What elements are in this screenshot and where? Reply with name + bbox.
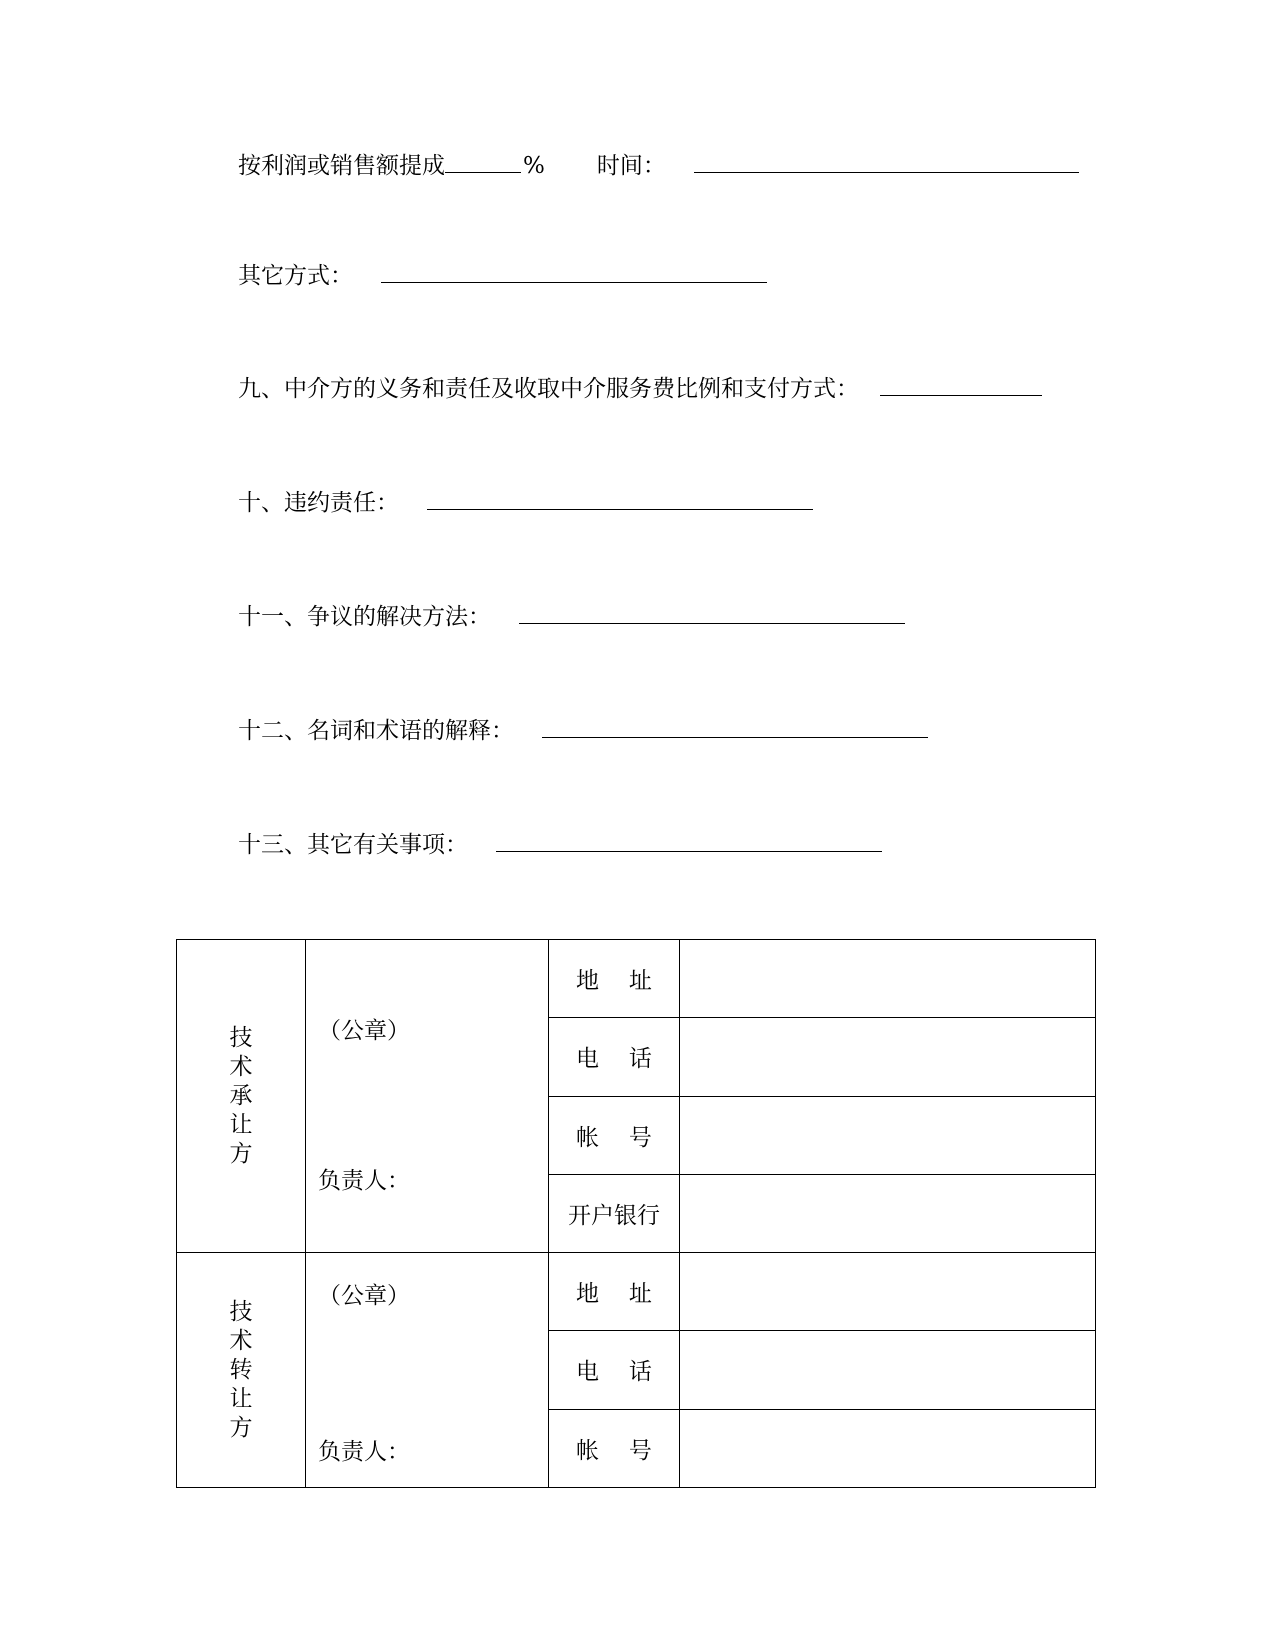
receiver-bank-label-cell bbox=[549, 1174, 680, 1252]
transferor-address-value[interactable] bbox=[680, 1253, 1096, 1331]
receiver-party-label: 技术承让方 bbox=[229, 1024, 253, 1167]
clause9-label: 九、中介方的义务和责任及收取中介服务费比例和支付方式： bbox=[238, 376, 859, 402]
clause13-blank[interactable] bbox=[496, 829, 882, 852]
other-method-blank[interactable] bbox=[381, 260, 767, 283]
clause10-line bbox=[238, 487, 813, 518]
receiver-seal-label: （公章） bbox=[318, 1018, 410, 1044]
clause11-blank[interactable] bbox=[519, 601, 905, 624]
commission-percent-blank[interactable] bbox=[445, 150, 521, 173]
transferor-party-label: 技术转让方 bbox=[229, 1298, 253, 1441]
clause13-line bbox=[238, 829, 882, 860]
receiver-responsible-label: 负责人： bbox=[318, 1168, 410, 1194]
receiver-party-cell bbox=[177, 940, 306, 1253]
clause11-label: 十一、争议的解决方法： bbox=[238, 604, 491, 630]
receiver-address-label-cell bbox=[549, 940, 680, 1018]
transferor-phone-label-cell bbox=[549, 1331, 680, 1409]
receiver-phone-value[interactable] bbox=[680, 1018, 1096, 1096]
receiver-phone-label: 电话 bbox=[576, 1046, 682, 1073]
clause12-blank[interactable] bbox=[542, 715, 928, 738]
transferor-seal-cell[interactable] bbox=[306, 1253, 549, 1488]
receiver-account-label-cell bbox=[549, 1096, 680, 1174]
transferor-account-value[interactable] bbox=[680, 1409, 1096, 1487]
transferor-party-cell bbox=[177, 1253, 306, 1488]
clause12-line bbox=[238, 715, 928, 746]
transferor-phone-value[interactable] bbox=[680, 1331, 1096, 1409]
receiver-bank-label: 开户银行 bbox=[568, 1202, 660, 1229]
transferor-phone-label: 电话 bbox=[576, 1359, 682, 1386]
clause10-label: 十、违约责任： bbox=[238, 490, 399, 516]
clause10-blank[interactable] bbox=[427, 487, 813, 510]
clause12-label: 十二、名词和术语的解释： bbox=[238, 718, 514, 744]
commission-label: 按利润或销售额提成 bbox=[238, 153, 445, 179]
clause9-line bbox=[238, 373, 1042, 404]
clause9-blank[interactable] bbox=[880, 373, 1042, 396]
commission-line bbox=[238, 150, 1079, 181]
receiver-account-value[interactable] bbox=[680, 1096, 1096, 1174]
time-blank[interactable] bbox=[694, 150, 1079, 173]
transferor-account-label: 帐号 bbox=[576, 1437, 682, 1464]
signature-table bbox=[176, 939, 1096, 1488]
receiver-phone-label-cell bbox=[549, 1018, 680, 1096]
receiver-address-label: 地址 bbox=[576, 968, 682, 995]
transferor-address-label: 地址 bbox=[576, 1281, 682, 1308]
transferor-address-label-cell bbox=[549, 1253, 680, 1331]
receiver-address-value[interactable] bbox=[680, 940, 1096, 1018]
clause13-label: 十三、其它有关事项： bbox=[238, 832, 468, 858]
clause11-line bbox=[238, 601, 905, 632]
transferor-account-label-cell bbox=[549, 1409, 680, 1487]
transferor-responsible-label: 负责人： bbox=[318, 1439, 410, 1465]
other-method-label: 其它方式： bbox=[238, 263, 353, 289]
percent-sign: % bbox=[523, 153, 545, 179]
other-method-line bbox=[238, 260, 767, 291]
receiver-seal-cell[interactable] bbox=[306, 940, 549, 1253]
receiver-bank-value[interactable] bbox=[680, 1174, 1096, 1252]
receiver-account-label: 帐号 bbox=[576, 1124, 682, 1151]
time-label: 时间： bbox=[596, 153, 666, 179]
transferor-seal-label: （公章） bbox=[318, 1283, 410, 1309]
